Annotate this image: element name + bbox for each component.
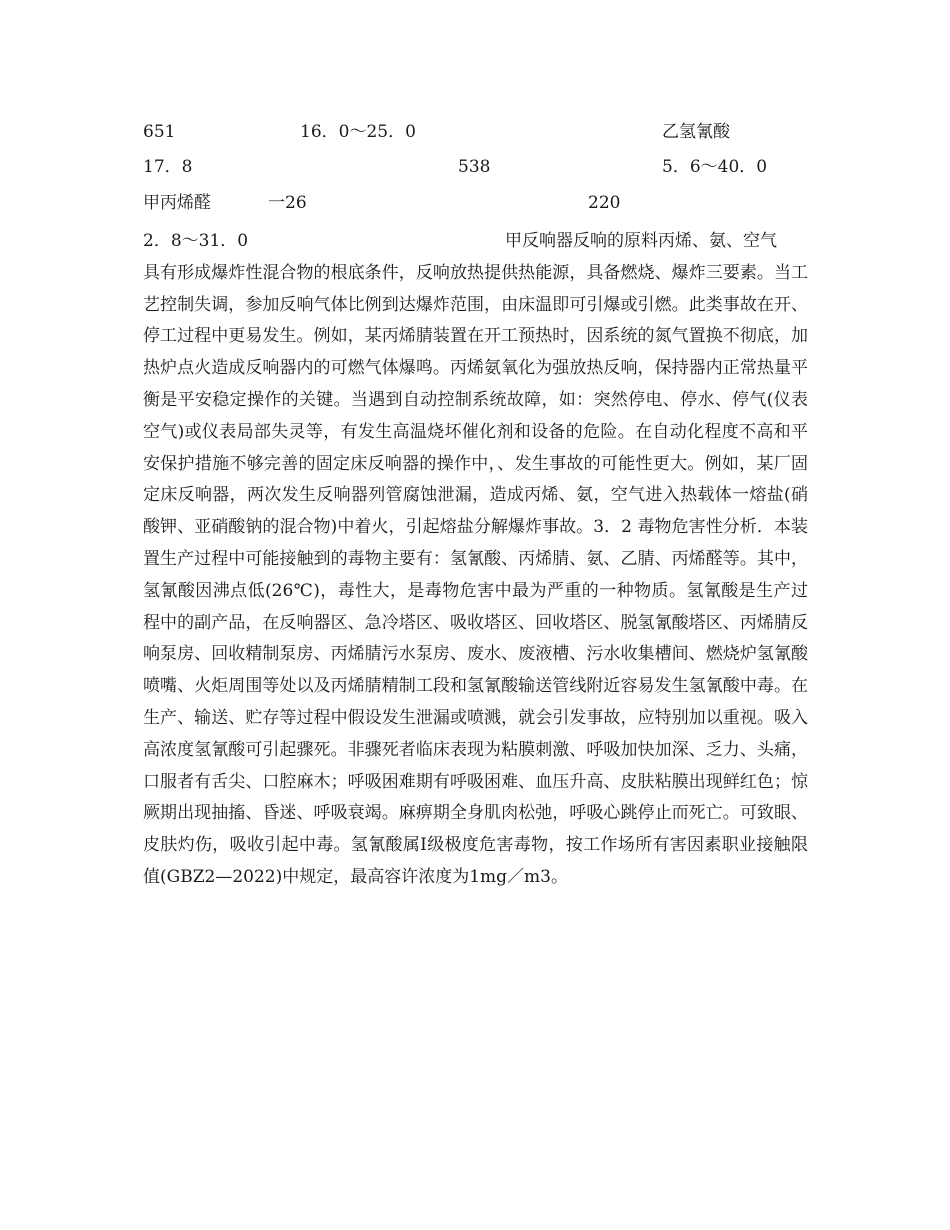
- body-first-line: 甲反响器反响的原料丙烯、氨、空气: [505, 231, 777, 251]
- table-cell-r3c2: 一26: [268, 193, 307, 213]
- table-cell-r2c2: 538: [458, 157, 491, 177]
- table-cell-r4c1: 2．8～31．0: [143, 231, 249, 251]
- table-cell-r2c1: 17．8: [143, 157, 193, 177]
- table-cell-r3c3: 220: [588, 193, 621, 213]
- table-cell-r2c3: 5．6～40．0: [662, 157, 768, 177]
- table-cell-r1c1: 651: [143, 122, 176, 142]
- table-cell-r3c1: 甲丙烯醛: [143, 193, 211, 213]
- body-paragraph: [143, 226, 808, 894]
- table-cell-r1c2: 16．0～25．0: [300, 122, 416, 142]
- body-paragraph-text: 具有形成爆炸性混合物的根底条件，反响放热提供热能源，具备燃烧、爆炸三要素。当工艺控制失调，参加反响气体比例到达爆炸范围，由床温即可引爆或引燃。此类事故在开、停工过程中更易发生。例如，某丙烯腈装置在开工预热时，因系统的氮气置换不彻底，加热炉点火造成反响器内的可燃气体爆鸣。丙烯氨氧化为强放热反响，保持器内正常热量平衡是平安稳定操作的关键。当遇到自动控制系统故障，如：突然停电、停水、停气(仪表空气)或仪表局部失灵等，有发生高温烧坏催化剂和设备的危险。在自动化程度不高和平安保护措施不够完善的固定床反响器的操作中，、发生事故的可能性更大。例如，某厂固定床反响器，两次发生反响器列管腐蚀泄漏，造成丙烯、氨，空气进入热载体一熔盐(硝酸钾、亚硝酸钠的混合物)中着火，引起熔盐分解爆炸事故。3．2 毒物危害性分析．本装置生产过程中可能接触到的毒物主要有：氢氰酸、丙烯腈、氨、乙腈、丙烯醛等。其中，氢氰酸因沸点低(26℃)，毒性大，是毒物危害中最为严重的一种物质。氢氰酸是生产过程中的副产品，在反响器区、急冷塔区、吸收塔区、回收塔区、脱氢氰酸塔区、丙烯腈反响泵房、回收精制泵房、丙烯腈污水泵房、废水、废液槽、污水收集槽间、燃烧炉氢氰酸喷嘴、火炬周围等处以及丙烯腈精制工段和氢氰酸输送管线附近容易发生氢氰酸中毒。在生产、输送、贮存等过程中假设发生泄漏或喷溅，就会引发事故，应特别加以重视。吸入高浓度氢氰酸可引起骤死。非骤死者临床表现为粘膜刺激、呼吸加快加深、乏力、头痛，口服者有舌尖、口腔麻木；呼吸困难期有呼吸困难、血压升高、皮肤粘膜出现鲜红色；惊厥期出现抽搐、昏迷、呼吸衰竭。麻痹期全身肌肉松弛，呼吸心跳停止而死亡。可致眼、皮肤灼伤，吸收引起中毒。氢氰酸属Ⅰ级极度危害毒物，按工作场所有害因素职业接触限值(GBZ2—2022)中规定，最高容许浓度为1mg／m3。: [143, 262, 808, 887]
- table-cell-r1c3: 乙氢氰酸: [662, 122, 730, 142]
